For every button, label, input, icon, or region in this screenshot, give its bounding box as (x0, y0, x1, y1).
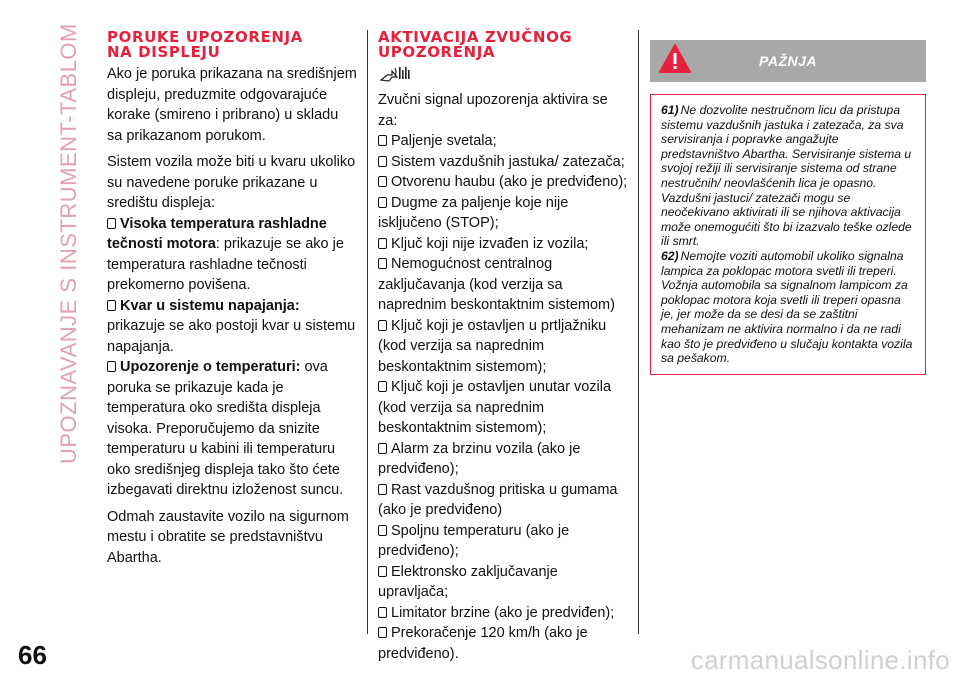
column-sound-warning (378, 30, 628, 664)
column-divider (638, 30, 639, 634)
checkbox-bullet-icon (378, 525, 387, 536)
checkbox-bullet-icon (378, 258, 387, 269)
column-divider (367, 30, 368, 634)
warning-header (650, 40, 926, 82)
paragraph: Odmah zaustavite vozilo na sigurnom mestu i obratite se predstavništvu Abartha. (107, 508, 349, 566)
list-item: Ključ koji nije izvađen iz vozila; (378, 234, 628, 255)
checkbox-bullet-icon (378, 238, 387, 249)
checkbox-bullet-icon (378, 566, 387, 577)
checkbox-bullet-icon (378, 484, 387, 495)
list-item: Rast vazdušnog pritiska u gumama (ako je predviđeno) (378, 481, 618, 518)
list-item: Paljenje svetala; (378, 131, 628, 152)
sound-warning-icon (378, 64, 412, 84)
column-warning (650, 30, 926, 375)
checkbox-bullet-icon (378, 381, 387, 392)
warning-note: 61) Ne dozvolite nestručnom licu da pristupa sistemu vazdušnih jastuka i zatezača, za sva servisiranja i popravke angažujte predstavništvo Abartha. Servisiranje sistema u svojoj režiji ili servisiranje sistema od strane nestručnih/ neovlašćenih lica je opasno. Vazdušni jastuci/ zatezači mogu se neočekivano aktivirati ili se njihova aktivacija može onemogućiti što bi izazvalo teške ozlede ili smrt. (661, 103, 912, 249)
list-item: Otvorenu haubu (ako je predviđeno); (378, 172, 628, 193)
list-item: Sistem vazdušnih jastuka/ zatezača; (378, 152, 628, 173)
checkbox-bullet-icon (378, 135, 387, 146)
list-item: Prekoračenje 120 km/h (ako je predviđeno). (378, 625, 588, 662)
checkbox-bullet-icon (378, 156, 387, 167)
checkbox-bullet-icon (107, 361, 116, 372)
list-item: Elektronsko zaključavanje upravljača; (378, 563, 558, 600)
checkbox-bullet-icon (378, 197, 387, 208)
watermark: carmanualsonline.info (690, 645, 950, 675)
warning-note: 62) Nemojte voziti automobil ukoliko signalna lampica za poklopac motora svetli ili treperi. Vožnja automobila sa signalnom lampicom za poklopac motora koja svetli ili treperi opasna je, jer može da se desi da se zaštitni mehanizam ne aktivira normalno i da ne radi kao što je predviđeno u slučaju kontakta vozila sa pešakom. (661, 248, 913, 366)
column-display-messages (107, 30, 357, 574)
checkbox-bullet-icon (378, 176, 387, 187)
paragraph: Sistem vozila može biti u kvaru ukoliko su navedene poruke prikazane u središtu displeja: (107, 154, 356, 211)
list-item: Limitator brzine (ako je predviđen); (378, 603, 628, 624)
list-item: Spoljnu temperaturu (ako je predviđeno); (378, 522, 570, 559)
checkbox-bullet-icon (378, 607, 387, 618)
warning-box (650, 94, 926, 375)
list-item: Visoka temperatura rashladne tečnosti motora: prikazuje se ako je temperatura rashladne tečnosti prekomerno povišena. (107, 215, 344, 293)
list-item: Ključ koji je ostavljen u prtljažniku (kod verzija sa naprednim beskontaktnim sistemom); (378, 317, 607, 375)
page-number: 66 (18, 640, 47, 670)
checkbox-bullet-icon (378, 443, 387, 454)
warning-title: PAŽNJA (759, 53, 817, 69)
list-item: Alarm za brzinu vozila (ako je predviđeno); (378, 440, 581, 477)
list-item: Upozorenje o temperaturi: ova poruka se prikazuje kada je temperatura oko središta displeja visoka. Preporučujemo da snizite temperaturu u kabini ili temperaturu oko središnjeg displeja tako što ćete izbegavati direktnu izloženost suncu. (107, 359, 344, 498)
side-section-title: UPOZNAVANJE S INSTRUMENT-TABLOM (56, 23, 81, 464)
list-item: Kvar u sistemu napajanja: prikazuje se ako postoji kvar u sistemu napajanja. (107, 297, 356, 355)
paragraph: Ako je poruka prikazana na središnjem displeju, preduzmite odgovarajuće korake (smireno i pribrano) u skladu sa prikazanom porukom. (107, 66, 357, 144)
section-heading: AKTIVACIJA ZVUČNOG UPOZORENJA (378, 28, 573, 61)
list-item: Nemogućnost centralnog zaključavanja (kod verzija sa naprednim beskontaktnim sistemom) (378, 256, 615, 313)
section-heading: PORUKE UPOZORENJA NA DISPLEJU (107, 28, 303, 61)
list-item: Ključ koji je ostavljen unutar vozila (kod verzija sa naprednim beskontaktnim sistemom); (378, 379, 612, 436)
checkbox-bullet-icon (378, 320, 387, 331)
checkbox-bullet-icon (378, 627, 387, 638)
intro-text: Zvučni signal upozorenja aktivira se za: (378, 92, 608, 129)
list-item: Dugme za paljenje koje nije isključeno (STOP); (378, 194, 569, 231)
checkbox-bullet-icon (107, 300, 116, 311)
checkbox-bullet-icon (107, 218, 116, 229)
